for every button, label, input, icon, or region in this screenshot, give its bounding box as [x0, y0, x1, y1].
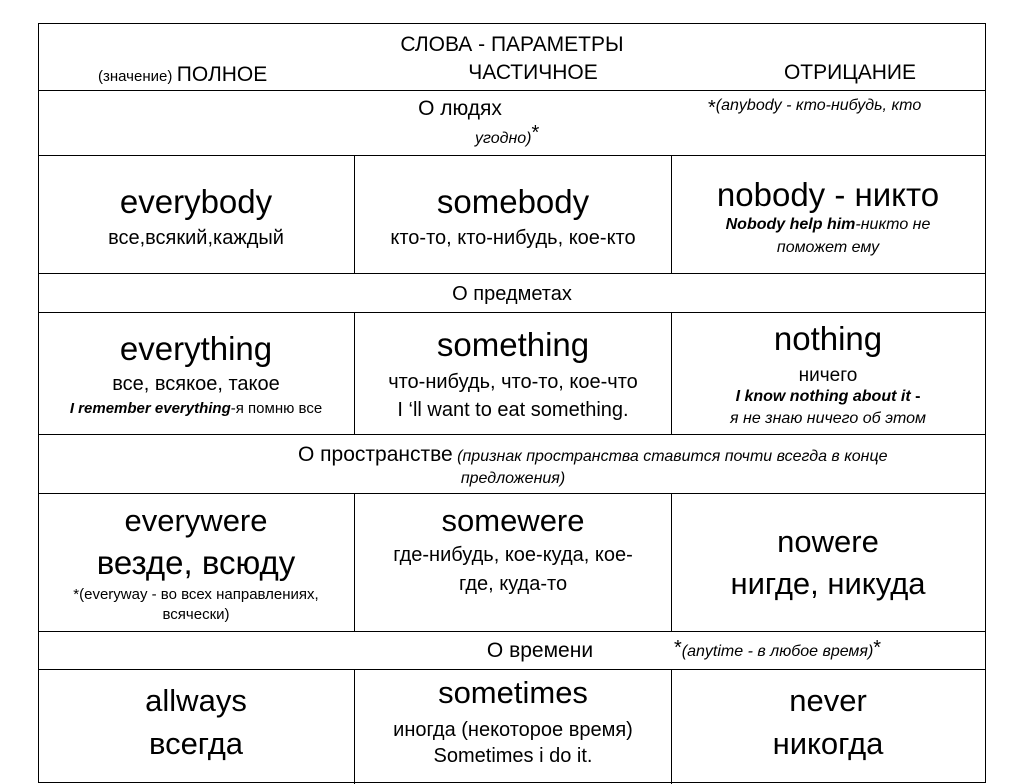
- example-everything: [70, 401, 322, 416]
- row-divider: [39, 312, 985, 313]
- word-something: something: [436, 326, 590, 363]
- word-never: never: [789, 683, 867, 718]
- word-somebody: somebody: [436, 183, 590, 220]
- section-note-people-line1: (anybody - кто-нибудь, кто: [715, 97, 922, 114]
- asterisk: *: [674, 637, 682, 659]
- row-divider: [39, 631, 985, 632]
- translation-nowere: нигде, никуда: [730, 566, 926, 601]
- row-divider: [39, 273, 985, 274]
- column-divider: [354, 312, 355, 434]
- translation-nothing: ничего: [798, 365, 858, 386]
- asterisk: *: [873, 637, 882, 659]
- column-divider: [671, 669, 672, 784]
- example-nobody-ru2: поможет ему: [776, 239, 880, 256]
- column-header-full: [98, 64, 267, 85]
- column-divider: [671, 493, 672, 631]
- word-everywere: everywere: [124, 503, 268, 538]
- row-divider: [39, 155, 985, 156]
- column-divider: [354, 155, 355, 273]
- column-divider: [354, 493, 355, 631]
- example-nobody-en: Nobody help him: [725, 216, 856, 233]
- section-header-place: [298, 444, 888, 465]
- section-note-place-line1: (признак пространства ставится почти всегда в конце: [457, 448, 888, 465]
- word-everybody: everybody: [119, 183, 273, 220]
- row-divider: [39, 434, 985, 435]
- section-title-time: О времени: [486, 639, 594, 662]
- column-divider: [354, 669, 355, 784]
- section-title-things: О предметах: [452, 283, 572, 305]
- note-everyway-line1: *(everyway - во всех направлениях,: [73, 586, 319, 603]
- column-divider: [671, 155, 672, 273]
- section-title-place: О пространстве: [298, 443, 453, 466]
- translation-everything: все, всякое, такое: [112, 373, 280, 395]
- section-note-people: [708, 98, 921, 118]
- example-everything-ru: -я помню все: [230, 400, 323, 417]
- translation-everywere: везде, всюду: [96, 544, 296, 581]
- section-note-people-cont: [475, 122, 540, 149]
- word-somewere: somewere: [441, 503, 585, 538]
- example-something: I ‘ll want to eat something.: [397, 399, 629, 421]
- example-everything-en: I remember everything: [69, 400, 231, 417]
- asterisk: *: [708, 97, 716, 119]
- word-sometimes: sometimes: [438, 675, 588, 710]
- word-nothing: nothing: [773, 320, 883, 357]
- asterisk: *: [531, 122, 540, 144]
- word-nobody: nobody - никто: [716, 176, 940, 213]
- example-nothing: [736, 389, 921, 405]
- row-divider: [39, 90, 985, 91]
- section-title-people: О людях: [418, 97, 502, 120]
- column-header-full-label: ПОЛНОЕ: [176, 63, 268, 86]
- table-title: СЛОВА - ПАРАМЕТРЫ: [400, 33, 624, 56]
- section-note-time-text: (anytime - в любое время): [681, 643, 874, 660]
- row-divider: [39, 493, 985, 494]
- word-everything: everything: [119, 330, 273, 367]
- example-nothing-ru: я не знаю ничего об этом: [730, 410, 926, 427]
- section-note-place-line2: предложения): [460, 470, 566, 487]
- example-nobody: [726, 217, 931, 233]
- column-header-partial: ЧАСТИЧНОЕ: [468, 61, 598, 84]
- translation-somebody: кто-то, кто-нибудь, кое-кто: [390, 227, 636, 249]
- note-everyway-line2: всячески): [162, 606, 230, 623]
- translation-somewere-line1: где-нибудь, кое-куда, кое-: [393, 544, 633, 566]
- translation-somewere-line2: где, куда-то: [458, 573, 568, 595]
- translation-everybody: все,всякий,каждый: [108, 227, 284, 249]
- section-note-time: [674, 638, 881, 658]
- column-divider: [671, 312, 672, 434]
- column-header-prefix: (значение): [98, 68, 173, 85]
- example-nothing-en: I know nothing about it: [735, 388, 911, 405]
- example-nothing-dash: -: [910, 388, 921, 405]
- word-allways: allways: [145, 683, 247, 718]
- translation-allways: всегда: [148, 726, 244, 761]
- row-divider: [39, 669, 985, 670]
- translation-sometimes: иногда (некоторое время): [393, 719, 633, 741]
- section-note-people-line2: угодно): [475, 130, 532, 147]
- column-header-negative: ОТРИЦАНИЕ: [783, 61, 917, 84]
- translation-never: никогда: [772, 726, 884, 761]
- word-nowere: nowere: [777, 524, 879, 559]
- example-sometimes: Sometimes i do it.: [433, 745, 593, 767]
- example-nobody-ru: -никто не: [855, 216, 931, 233]
- translation-something: что-нибудь, что-то, кое-что: [388, 371, 638, 393]
